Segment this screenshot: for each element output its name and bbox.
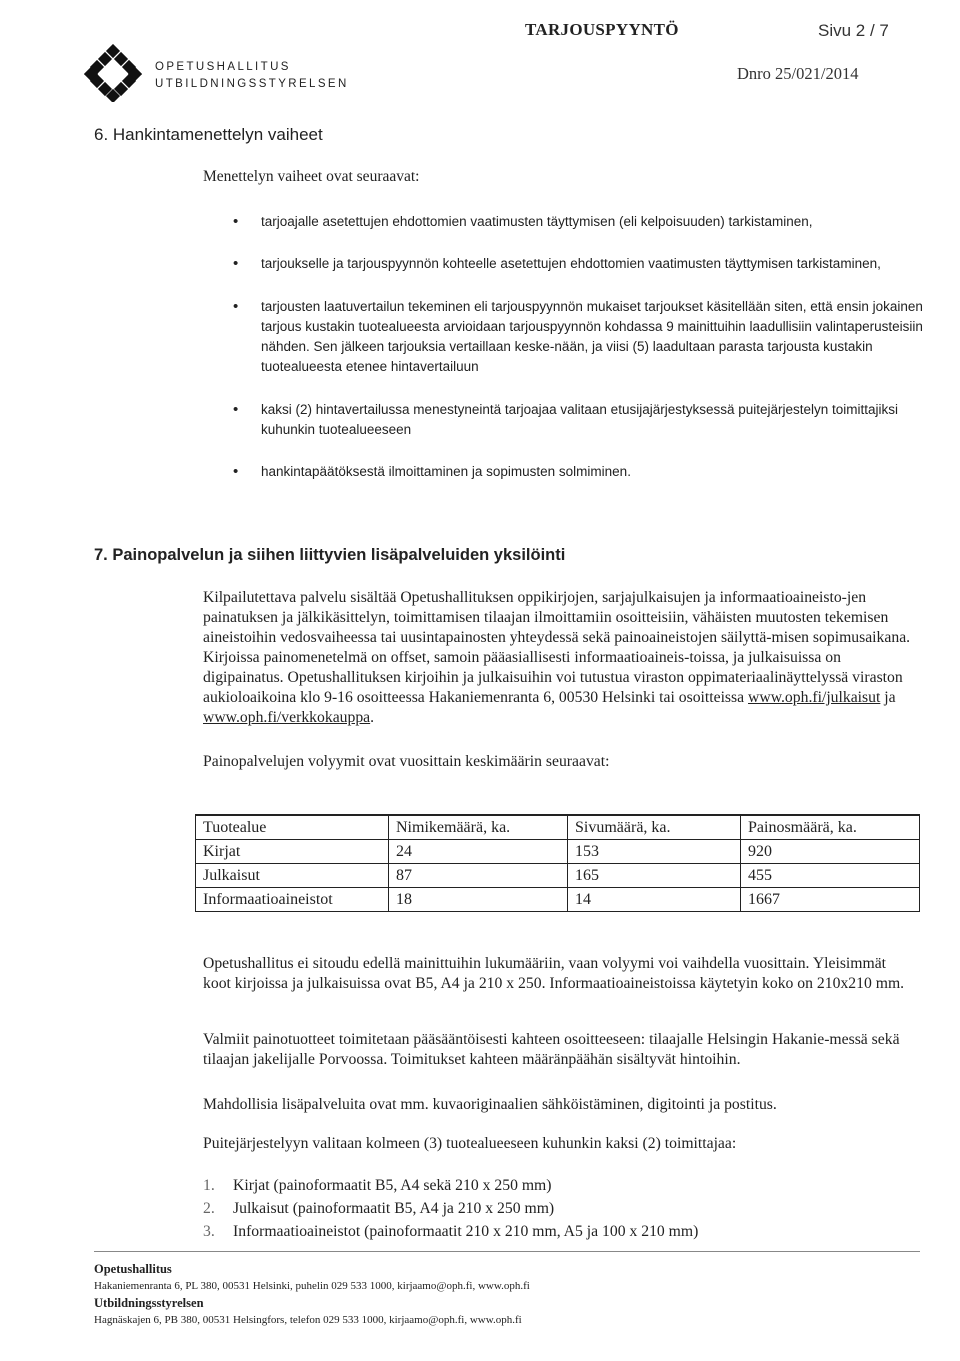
volumes-table	[195, 814, 920, 912]
opetushallitus-logo	[84, 44, 142, 102]
list-item	[203, 1220, 698, 1243]
list-text: Informaatioaineistot (painoformaatit 210 x 210 mm, A5 ja 100 x 210 mm)	[233, 1223, 699, 1240]
list-item: • tarjousten laatuvertailun tekeminen eli tarjouspyynnön mukaiset tarjoukset käsitellään siten, että ensin jokainen tarjous kustakin tuotealueesta arvioidaan tarjouspyynnön kohdassa 9 mainittuihin laadullisiin valintaperusteisiin nähden. Sen jälkeen tarjouksia vertaillaan keske-nään, ja viisi (5) laadultaan parasta tarjousta kustakin tuotealueesta etenee hintavertailuun	[233, 297, 923, 377]
table-header-row	[196, 815, 920, 840]
table-header-cell: Sivumäärä, ka.	[568, 815, 741, 840]
list-text: Kirjat (painoformaatit B5, A4 sekä 210 x 250 mm)	[233, 1177, 552, 1194]
list-number: 3.	[203, 1223, 215, 1240]
list-item	[203, 1197, 698, 1220]
section-6-heading: 6. Hankintamenettelyn vaiheet	[94, 125, 323, 144]
table-cell: 920	[741, 840, 920, 864]
table-row	[196, 840, 920, 864]
list-item: • tarjoukselle ja tarjouspyynnön kohteelle asetettujen ehdottomien vaatimusten täyttymisen tarkistaminen,	[233, 254, 923, 274]
table-header-cell: Nimikemäärä, ka.	[389, 815, 568, 840]
org-name-sv: UTBILDNINGSSTYRELSEN	[155, 78, 349, 90]
paragraph-delivery: Valmiit painotuotteet toimitetaan pääsääntöisesti kahteen osoitteeseen: tilaajalle Helsingin Hakanie-messä sekä tilaajan jakelijalle Porvoossa. Toimitukset kahteen määränpäähän sisältyvät hintoihin.	[203, 1031, 900, 1068]
product-areas-list	[203, 1174, 698, 1243]
list-number: 2.	[203, 1200, 215, 1217]
paragraph-volume-note: Opetushallitus ei sitoudu edellä mainittuihin lukumääriin, vaan volyymi voi vaihdella vuosittain. Yleisimmät koot kirjoissa ja julkaisuissa ovat B5, A4 ja 210 x 250. Informaatioaineistoissa käytetyin koko on 210x210 mm.	[203, 955, 905, 992]
table-cell: Kirjat	[196, 840, 389, 864]
footer-divider	[94, 1251, 920, 1252]
paragraph-additional-services: Mahdollisia lisäpalveluita ovat mm. kuvaoriginaalien sähköistäminen, digitointi ja postitus.	[203, 1096, 777, 1113]
table-row	[196, 888, 920, 912]
table-cell: 1667	[741, 888, 920, 912]
table-cell: 24	[389, 840, 568, 864]
page-number: Sivu 2 / 7	[818, 21, 889, 40]
paragraph-framework: Puitejärjestelyyn valitaan kolmeen (3) tuotealueeseen kuhunkin kaksi (2) toimittajaa:	[203, 1135, 737, 1152]
list-text: Julkaisut (painoformaatit B5, A4 ja 210 x 250 mm)	[233, 1200, 555, 1217]
footer-address-sv: Hagnäskajen 6, PB 380, 00531 Helsingfors, telefon 029 533 1000, kirjaamo@oph.fi, www.oph.fi	[94, 1314, 522, 1326]
list-number: 1.	[203, 1177, 215, 1194]
list-item	[203, 1174, 698, 1197]
table-cell: 165	[568, 864, 741, 888]
section-7-heading: 7. Painopalvelun ja siihen liittyvien lisäpalveluiden yksilöinti	[94, 546, 566, 564]
footer-address-fi: Hakaniemenranta 6, PL 380, 00531 Helsinki, puhelin 029 533 1000, kirjaamo@oph.fi, www.oph.fi	[94, 1280, 530, 1292]
link-julkaisut[interactable]: www.oph.fi/julkaisut	[748, 689, 881, 706]
table-cell: 153	[568, 840, 741, 864]
document-title: TARJOUSPYYNTÖ	[525, 20, 679, 39]
table-cell: 18	[389, 888, 568, 912]
link-verkkokauppa[interactable]: www.oph.fi/verkkokauppa	[203, 709, 371, 726]
list-item: • hankintapäätöksestä ilmoittaminen ja sopimusten solmiminen.	[233, 462, 923, 482]
org-name-fi: OPETUSHALLITUS	[155, 61, 291, 73]
table-cell: Julkaisut	[196, 864, 389, 888]
document-number: Dnro 25/021/2014	[737, 64, 859, 83]
table-cell: 14	[568, 888, 741, 912]
list-item: • tarjoajalle asetettujen ehdottomien vaatimusten täyttymisen (eli kelpoisuuden) tarkistaminen,	[233, 212, 923, 232]
footer-org-sv: Utbildningsstyrelsen	[94, 1296, 204, 1310]
section-6-intro: Menettelyn vaiheet ovat seuraavat:	[203, 168, 420, 185]
list-item: • kaksi (2) hintavertailussa menestyneintä tarjoajaa valitaan etusijajärjestyksessä puitejärjestelyn toimittajiksi kuhunkin tuotealueeseen	[233, 400, 923, 440]
table-header-cell: Painosmäärä, ka.	[741, 815, 920, 840]
table-row	[196, 864, 920, 888]
paragraph-volumes-intro: Painopalvelujen volyymit ovat vuosittain keskimäärin seuraavat:	[203, 753, 610, 770]
table-cell: 455	[741, 864, 920, 888]
paragraph-service-description: Kilpailutettava palvelu sisältää Opetushallituksen oppikirjojen, sarjajulkaisujen ja informaatioaineisto-jen painatuksen ja jälkikäsittelyn, toimittamisen tilaajan ilmoittamiin osoitteisiin, vähäisten muutosten tekemisen aineistoihin vedosvaiheessa tai uusintapainosten yhteydessä sekä painoaineistojen säilyttä-misen sopimusaikana. Kirjoissa painomenetelmä on offset, samoin pääasiallisesti informaatioaineis-toissa, ja julkaisuissa on digipainatus. Opetushallituksen kirjoihin ja julkaisuihin voi tutustua viraston oppimateriaalinäyttelyssä viraston aukioloaikoina klo 9-16 osoitteessa Hakaniemenranta 6, 00530 Helsinki tai osoitteissa www.oph.fi/julkaisut ja www.oph.fi/verkkokauppa.	[203, 589, 911, 726]
table-header-cell: Tuotealue	[196, 815, 389, 840]
table-cell: Informaatioaineistot	[196, 888, 389, 912]
procedure-steps-list	[233, 212, 923, 482]
table-cell: 87	[389, 864, 568, 888]
footer-org-fi: Opetushallitus	[94, 1262, 172, 1276]
